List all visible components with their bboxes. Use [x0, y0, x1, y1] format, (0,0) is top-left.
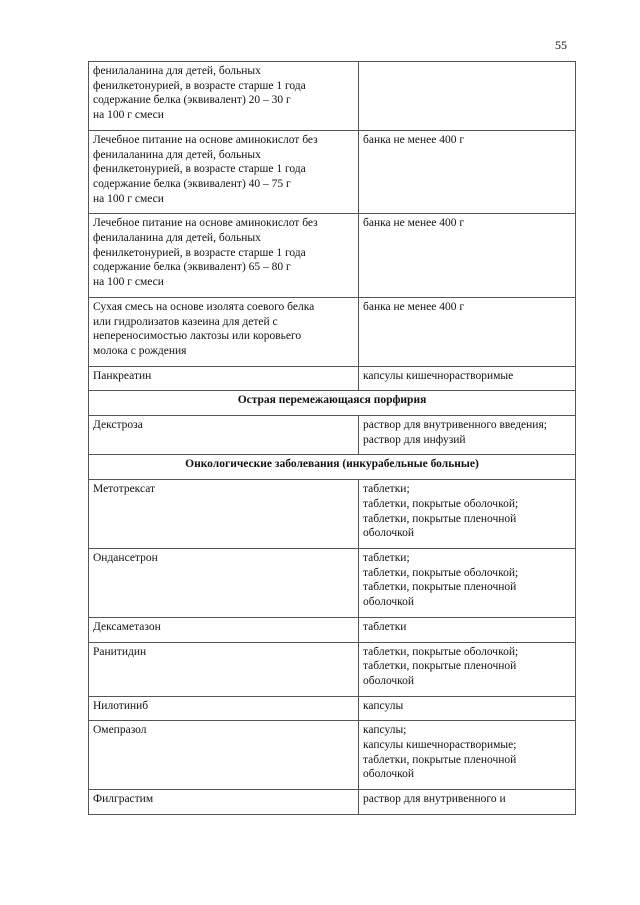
- drug-name-line: содержание белка (эквивалент) 20 – 30 г: [93, 94, 291, 107]
- medication-table-body: [89, 62, 576, 815]
- dosage-form-cell: [359, 297, 576, 366]
- drug-name-cell: [89, 416, 359, 455]
- dosage-form-line: таблетки, покрытые пленочной: [363, 753, 517, 766]
- drug-name-line: Дексаметазон: [93, 620, 161, 633]
- drug-name-line: фенилкетонурией, в возрасте старше 1 года: [93, 79, 306, 92]
- dosage-form-line: раствор для внутривенного введения;: [363, 419, 547, 432]
- section-title: Онкологические заболевания (инкурабельные больные): [89, 455, 576, 480]
- dosage-form-cell: [359, 642, 576, 696]
- drug-name-cell: [89, 642, 359, 696]
- drug-name-line: Лечебное питание на основе аминокислот без: [93, 217, 318, 230]
- dosage-form-line: таблетки: [363, 620, 407, 633]
- dosage-form-line: банка не менее 400 г: [363, 300, 465, 313]
- table-row: [89, 480, 576, 549]
- table-row: [89, 214, 576, 298]
- dosage-form-line: капсулы кишечнорастворимые: [363, 369, 514, 382]
- drug-name-line: молока с рождения: [93, 344, 187, 357]
- dosage-form-cell: [359, 214, 576, 298]
- dosage-form-line: таблетки, покрытые пленочной: [363, 660, 517, 673]
- drug-name-line: фенилаланина для детей, больных: [93, 148, 261, 161]
- drug-name-line: на 100 г смеси: [93, 276, 164, 289]
- table-row: [89, 548, 576, 617]
- dosage-form-line: таблетки, покрытые оболочкой;: [363, 645, 519, 658]
- drug-name-line: содержание белка (эквивалент) 65 – 80 г: [93, 261, 291, 274]
- drug-name-line: на 100 г смеси: [93, 109, 164, 122]
- drug-name-line: Панкреатин: [93, 369, 152, 382]
- dosage-form-line: капсулы;: [363, 724, 407, 737]
- drug-name-cell: [89, 214, 359, 298]
- drug-name-cell: [89, 696, 359, 721]
- dosage-form-cell: [359, 366, 576, 391]
- drug-name-line: Ондансетрон: [93, 551, 158, 564]
- dosage-form-line: таблетки, покрытые оболочкой;: [363, 566, 519, 579]
- dosage-form-line: оболочкой: [363, 674, 415, 687]
- drug-name-line: Декстроза: [93, 419, 143, 432]
- drug-name-cell: [89, 297, 359, 366]
- drug-name-line: фенилкетонурией, в возрасте старше 1 года: [93, 246, 306, 259]
- drug-name-line: или гидролизатов казеина для детей с: [93, 315, 278, 328]
- table-row: [89, 790, 576, 815]
- table-row: [89, 696, 576, 721]
- dosage-form-cell: [359, 548, 576, 617]
- dosage-form-cell: [359, 617, 576, 642]
- drug-name-line: Сухая смесь на основе изолята соевого белка: [93, 300, 315, 313]
- dosage-form-cell: [359, 790, 576, 815]
- table-row: [89, 366, 576, 391]
- table-row: [89, 416, 576, 455]
- drug-name-cell: [89, 62, 359, 131]
- dosage-form-cell: [359, 62, 576, 131]
- dosage-form-line: капсулы кишечнорастворимые;: [363, 739, 517, 752]
- section-title: Острая перемежающаяся порфирия: [89, 391, 576, 416]
- drug-name-line: на 100 г смеси: [93, 192, 164, 205]
- section-header-row: [89, 391, 576, 416]
- table-row: [89, 642, 576, 696]
- table-row: [89, 721, 576, 790]
- drug-name-line: фенилкетонурией, в возрасте старше 1 года: [93, 163, 306, 176]
- dosage-form-line: таблетки, покрытые пленочной: [363, 512, 517, 525]
- dosage-form-cell: [359, 696, 576, 721]
- dosage-form-line: таблетки, покрытые пленочной: [363, 581, 517, 594]
- drug-name-line: Ранитидин: [93, 645, 147, 658]
- drug-name-cell: [89, 366, 359, 391]
- drug-name-line: Метотрексат: [93, 483, 156, 496]
- drug-name-line: Лечебное питание на основе аминокислот без: [93, 133, 318, 146]
- dosage-form-line: раствор для внутривенного и: [363, 793, 506, 806]
- dosage-form-line: оболочкой: [363, 527, 415, 540]
- drug-name-cell: [89, 548, 359, 617]
- drug-name-cell: [89, 617, 359, 642]
- dosage-form-line: таблетки;: [363, 551, 410, 564]
- dosage-form-line: оболочкой: [363, 596, 415, 609]
- drug-name-line: Омепразол: [93, 724, 147, 737]
- dosage-form-line: банка не менее 400 г: [363, 217, 465, 230]
- drug-name-line: непереносимостью лактозы или коровьего: [93, 330, 302, 343]
- dosage-form-cell: [359, 480, 576, 549]
- drug-name-cell: [89, 790, 359, 815]
- table-row: [89, 617, 576, 642]
- table-row: [89, 130, 576, 214]
- dosage-form-cell: [359, 416, 576, 455]
- drug-name-line: содержание белка (эквивалент) 40 – 75 г: [93, 177, 291, 190]
- drug-name-line: фенилаланина для детей, больных: [93, 65, 261, 77]
- dosage-form-cell: [359, 721, 576, 790]
- page-number: 55: [555, 38, 567, 52]
- table-row: [89, 297, 576, 366]
- drug-name-line: Филграстим: [93, 793, 154, 806]
- dosage-form-line: раствор для инфузий: [363, 433, 466, 446]
- drug-name-cell: [89, 480, 359, 549]
- drug-name-cell: [89, 721, 359, 790]
- drug-name-line: Нилотиниб: [93, 699, 149, 712]
- dosage-form-line: капсулы: [363, 699, 404, 712]
- dosage-form-line: банка не менее 400 г: [363, 133, 465, 146]
- dosage-form-cell: [359, 130, 576, 214]
- drug-name-cell: [89, 130, 359, 214]
- dosage-form-line: оболочкой: [363, 768, 415, 781]
- section-header-row: [89, 455, 576, 480]
- dosage-form-line: таблетки;: [363, 483, 410, 496]
- table-row: [89, 62, 576, 131]
- medication-table: [88, 61, 576, 815]
- drug-name-line: фенилаланина для детей, больных: [93, 232, 261, 245]
- dosage-form-line: таблетки, покрытые оболочкой;: [363, 497, 519, 510]
